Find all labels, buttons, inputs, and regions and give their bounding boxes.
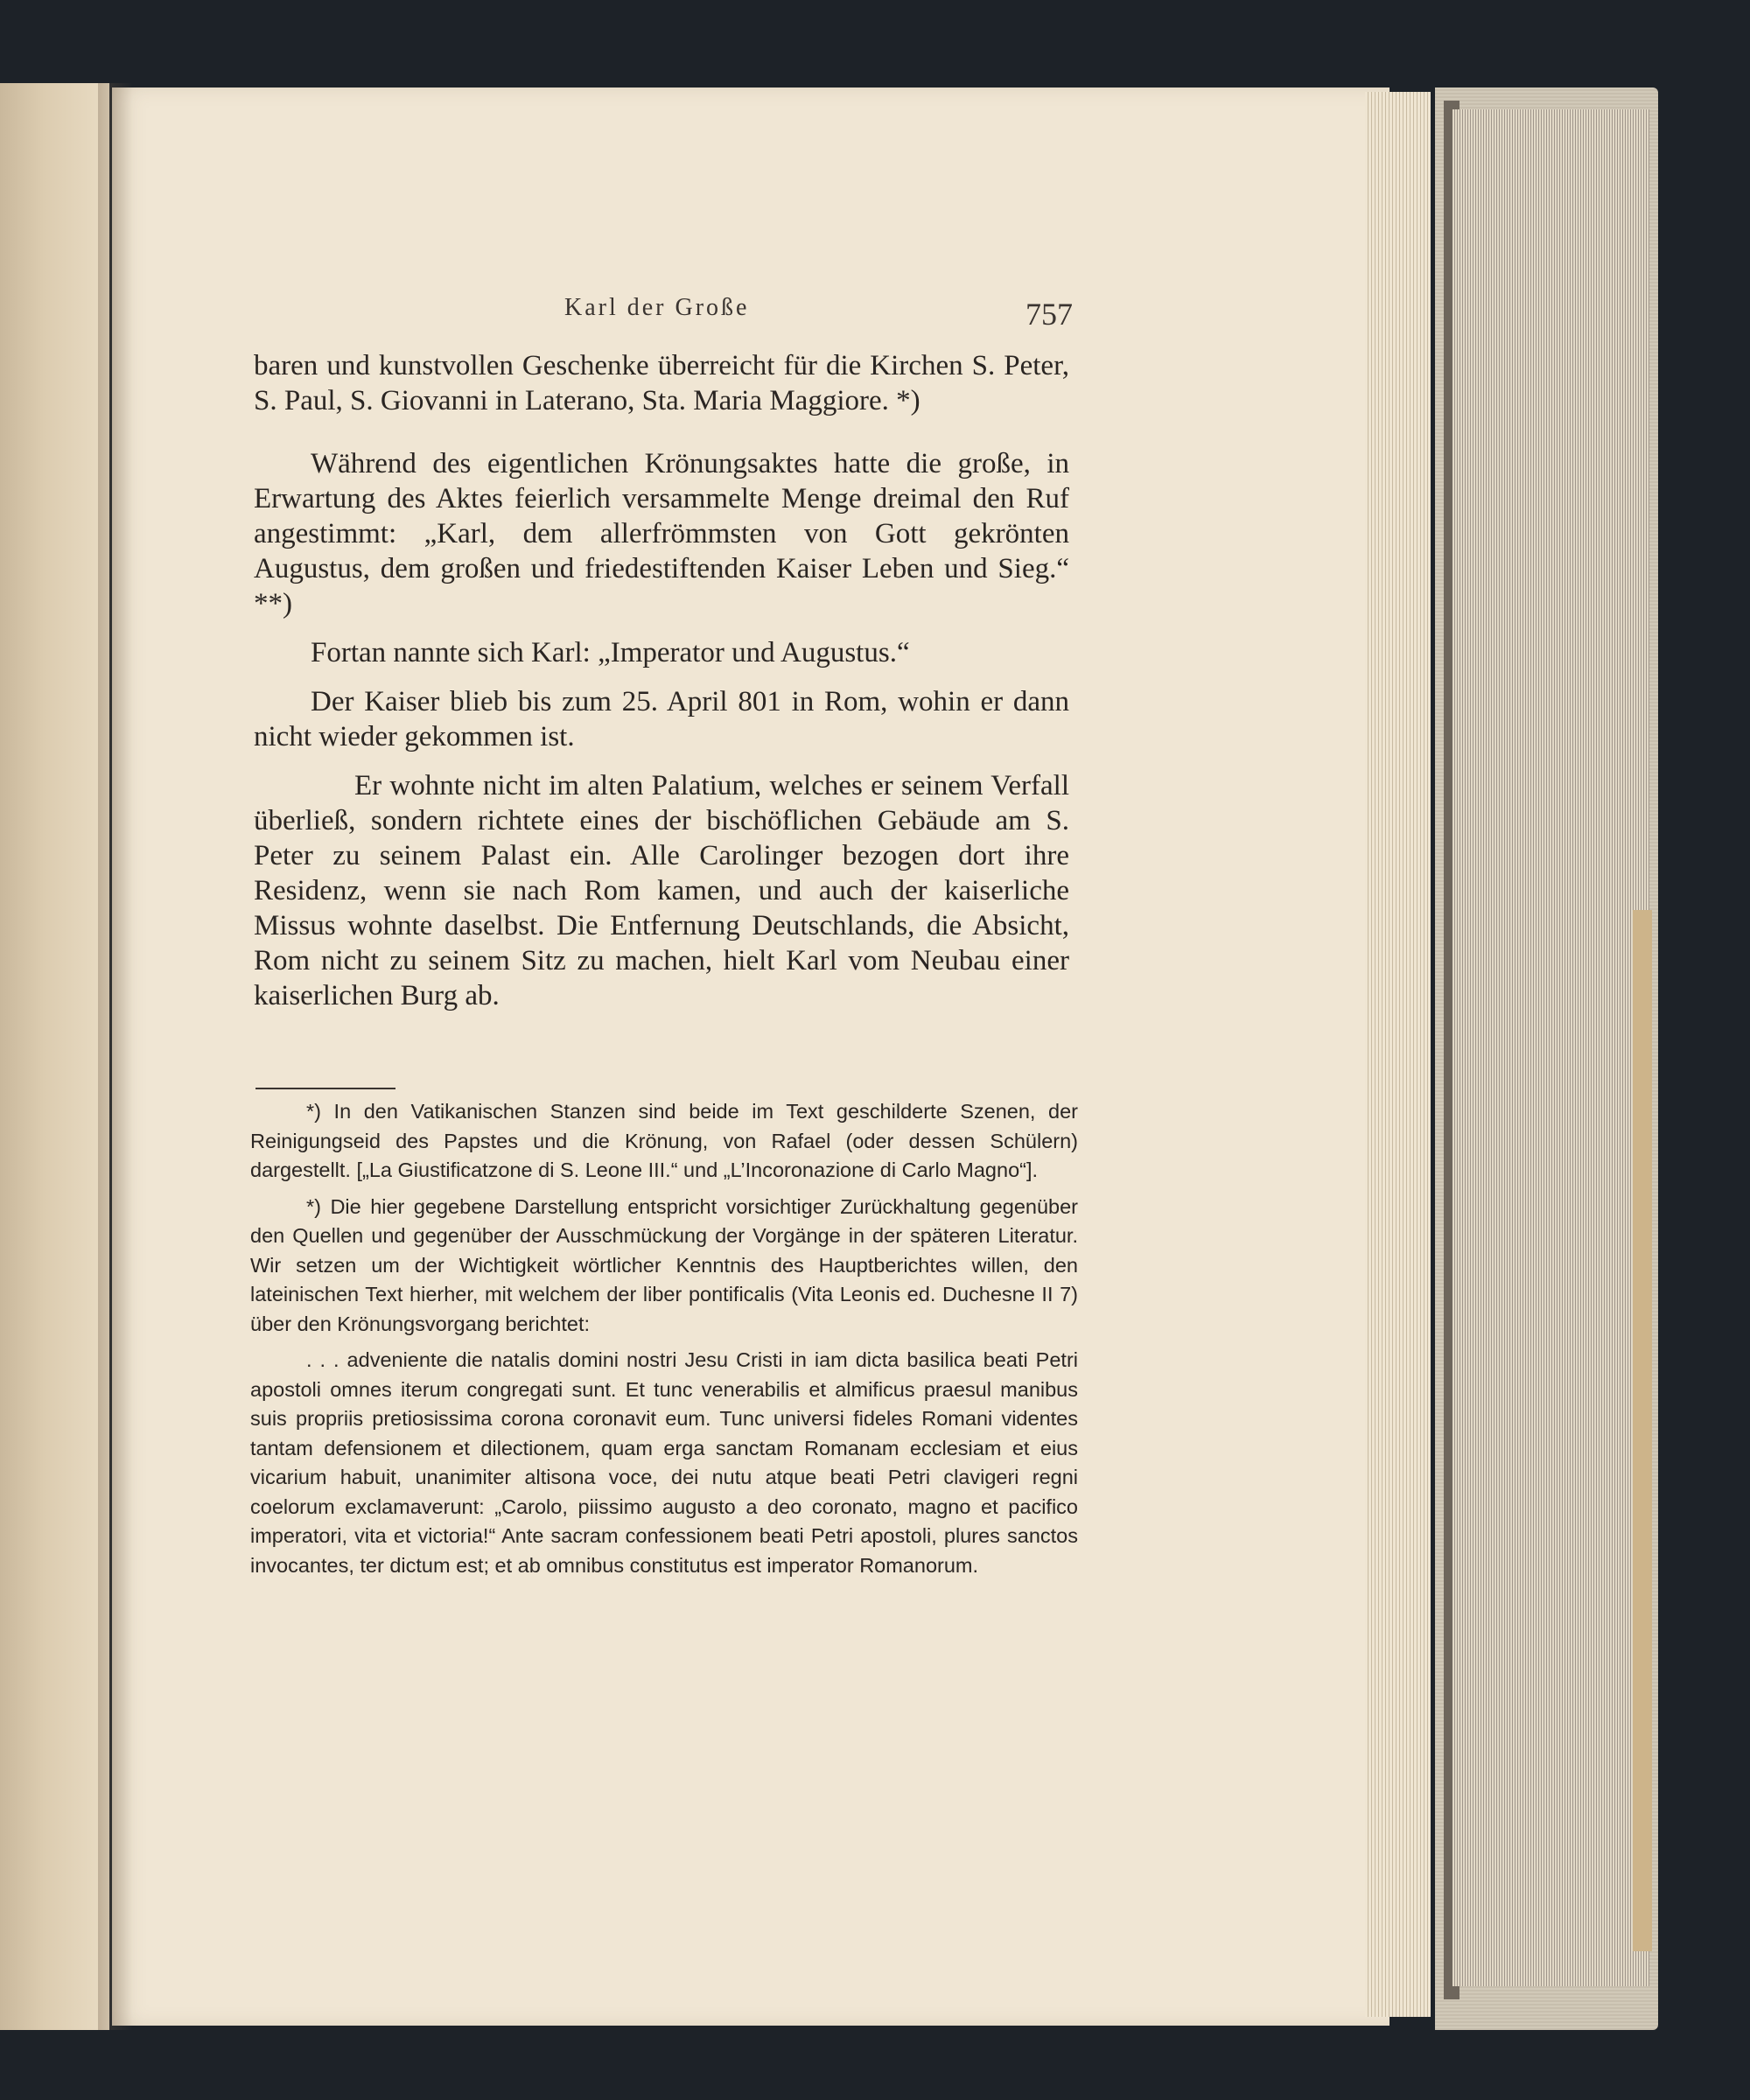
footnote-2-latin-quote: . . . adveniente die natalis domini nostri Jesu Cristi in iam dicta basilica beati Petri apostoli omnes iterum congregati sunt. Et tunc venerabilis et almificus praesul manibus suis propriis pretiosissima corona coronavit eum. Tunc universi fideles Romani videntes tantam defensionem et dilectionem, quam erga sanctam Romanam ecclesiam et eius vicarium habuit, unanimiter altisona voce, dei nutu atque beati Petri clavigeri regni coelorum exclamaverunt: „Carolo, piissimo augusto a deo coronato, magno et pacifico imperatori, vita et victoria!“ Ante sacram confessionem beati Petri apostoli, plures sanctos invocantes, ter dictum est; et ab omnibus constitutus est imperator Romanorum. (250, 1348, 1078, 1577)
page-number: 757 (1026, 297, 1073, 332)
paragraph-1: baren und kunstvollen Geschenke überreicht für die Kirchen S. Peter, S. Paul, S. Giovanni in Laterano, Sta. Maria Maggiore. *) (254, 350, 1069, 416)
footnotes (250, 1097, 1078, 1580)
paragraph-2: Während des eigentlichen Krönungsaktes hatte die große, in Erwartung des Aktes feierlich versammelte Menge dreimal den Ruf angestimmt: „Karl, dem allerfrömmsten von Gott gekrönten Augustus, dem großen und friedestiftenden Kaiser Leben und Sieg.“ **) (254, 448, 1069, 620)
running-header-title: Karl der Große (564, 294, 750, 321)
footnote-2: *) Die hier gegebene Darstellung entspricht vorsichtiger Zurückhaltung gegenüber den Quellen und gegenüber der Ausschmückung der Vorgänge in der späteren Literatur. Wir setzen um der Wichtigkeit wörtlicher Kenntnis des Hauptberichtes willen, den lateinischen Text hierher, mit welchem der liber pontificalis (Vita Leonis ed. Duchesne II 7) über den Krönungsvorgang berichtet: (250, 1194, 1078, 1335)
paragraph-3: Fortan nannte sich Karl: „Imperator und Augustus.“ (311, 637, 910, 668)
paragraph-4: Der Kaiser blieb bis zum 25. April 801 in Rom, wohin er dann nicht wieder gekommen ist. (254, 686, 1069, 752)
footnote-rule (256, 1088, 396, 1089)
paragraph-5: Er wohnte nicht im alten Palatium, welches er seinem Verfall überließ, sondern richtete eines der bischöflichen Gebäude am S. Peter zu seinem Palast ein. Alle Carolinger bezogen dort ihre Residenz, wenn sie nach Rom kamen, und auch der kaiserliche Missus wohnte daselbst. Die Entfernung Deutschlands, die Absicht, Rom nicht zu seinem Sitz zu machen, hielt Karl vom Neubau einer kaiserlichen Burg ab. (254, 770, 1069, 1012)
main-text (254, 348, 1069, 1013)
footnote-1: *) In den Vatikanischen Stanzen sind beide im Text geschilderte Szenen, der Reinigungseid des Papstes und die Krönung, von Rafael (oder dessen Schülern) dargestellt. [„La Giustificatzone di S. Leone III.“ und „L’Incoronazione di Carlo Magno“]. (250, 1100, 1078, 1181)
